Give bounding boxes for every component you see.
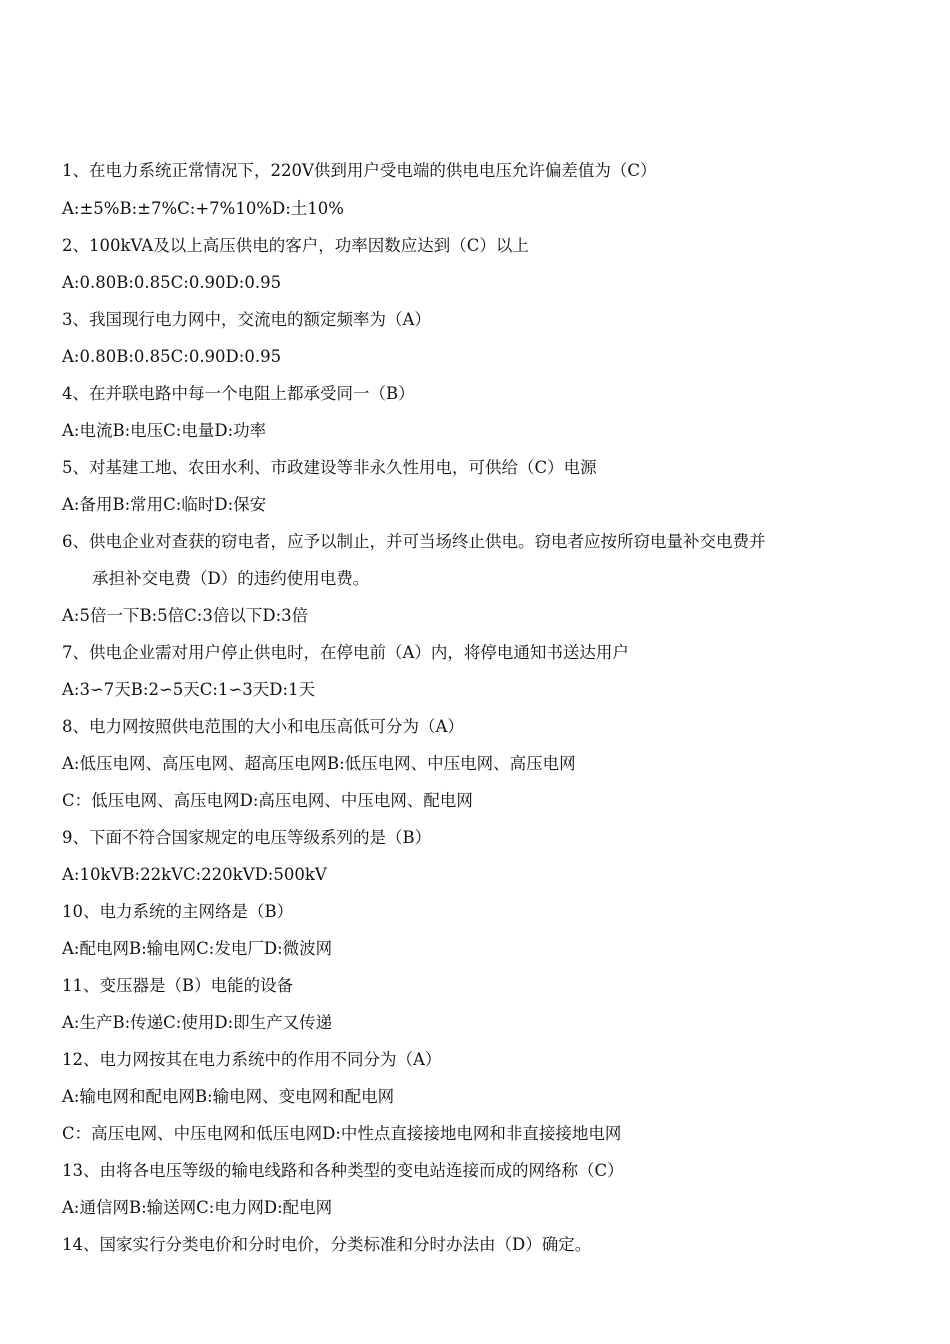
options-10: A:配电网B:输电网C:发电厂D:微波网: [62, 939, 333, 958]
question-14: 14、国家实行分类电价和分时电价，分类标准和分时办法由（D）确定。: [62, 1235, 592, 1254]
options-1: A:±5%B:±7%C:+7%10%D:土10%: [62, 199, 344, 218]
options-9: A:10kVB:22kVC:220kVD:500kV: [62, 865, 327, 884]
options-12-ab: A:输电网和配电网B:输电网、变电网和配电网: [62, 1087, 395, 1106]
question-8: 8、电力网按照供电范围的大小和电压高低可分为（A）: [62, 717, 464, 736]
question-6: 6、供电企业对查获的窃电者，应予以制止，并可当场终止供电。窃电者应按所窃电量补交电费并: [62, 532, 766, 551]
options-3: A:0.80B:0.85C:0.90D:0.95: [62, 347, 282, 366]
question-2: 2、100kVA及以上高压供电的客户，功率因数应达到（C）以上: [62, 236, 529, 255]
question-3: 3、我国现行电力网中，交流电的额定频率为（A）: [62, 310, 431, 329]
question-11: 11、变压器是（B）电能的设备: [62, 976, 294, 995]
options-6: A:5倍一下B:5倍C:3倍以下D:3倍: [62, 606, 309, 625]
question-6-continued: 承担补交电费（D）的违约使用电费。: [92, 569, 370, 588]
options-8-cd: C：低压电网、高压电网D:高压电网、中压电网、配电网: [62, 791, 473, 810]
question-13: 13、由将各电压等级的输电线路和各种类型的变电站连接而成的网络称（C）: [62, 1161, 624, 1180]
question-4: 4、在并联电路中每一个电阻上都承受同一（B）: [62, 384, 415, 403]
question-12: 12、电力网按其在电力系统中的作用不同分为（A）: [62, 1050, 442, 1069]
options-2: A:0.80B:0.85C:0.90D:0.95: [62, 273, 282, 292]
options-11: A:生产B:传递C:使用D:即生产又传递: [62, 1013, 333, 1032]
options-7: A:3∽7天B:2∽5天C:1∽3天D:1天: [62, 680, 316, 699]
question-7: 7、供电企业需对用户停止供电时，在停电前（A）内，将停电通知书送达用户: [62, 643, 629, 662]
question-5: 5、对基建工地、农田水利、市政建设等非永久性用电，可供给（C）电源: [62, 458, 597, 477]
options-12-cd: C：高压电网、中压电网和低压电网D:中性点直接接地电网和非直接接地电网: [62, 1124, 622, 1143]
options-4: A:电流B:电压C:电量D:功率: [62, 421, 267, 440]
question-9: 9、下面不符合国家规定的电压等级系列的是（B）: [62, 828, 432, 847]
options-5: A:备用B:常用C:临时D:保安: [62, 495, 267, 514]
question-1: 1、在电力系统正常情况下，220V供到用户受电端的供电电压允许偏差值为（C）: [62, 161, 657, 180]
question-10: 10、电力系统的主网络是（B）: [62, 902, 294, 921]
options-8-ab: A:低压电网、高压电网、超高压电网B:低压电网、中压电网、高压电网: [62, 754, 576, 773]
options-13: A:通信网B:输送网C:电力网D:配电网: [62, 1198, 333, 1217]
